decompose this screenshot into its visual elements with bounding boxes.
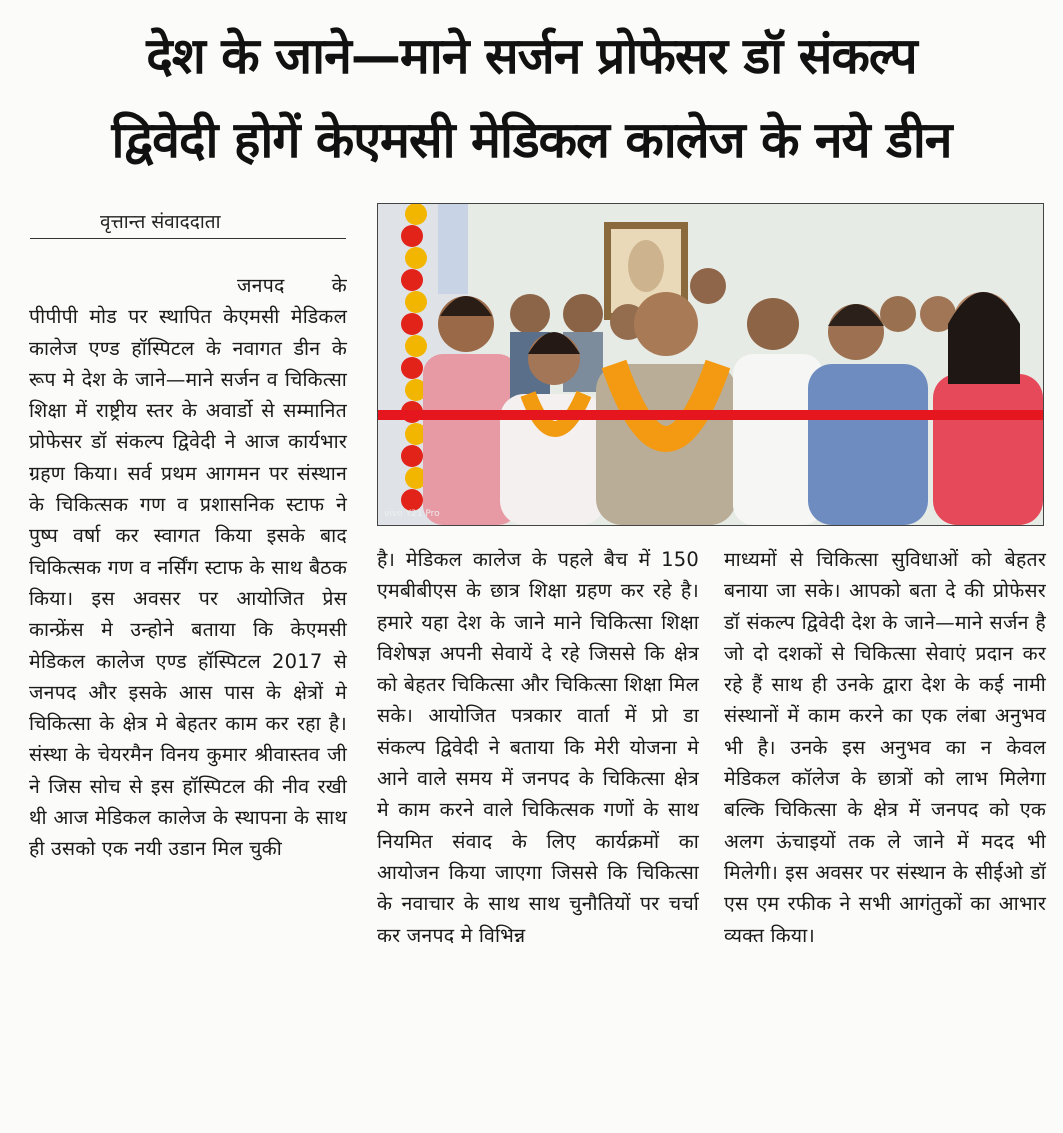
- headline-line-1: देश के जाने—माने सर्जन प्रोफेसर डॉ संकल्प: [146, 27, 917, 85]
- article-column-3-text: माध्यमों से चिकित्सा सुविधाओं को बेहतर बनाया जा सके। आपको बता दे की प्रोफेसर डॉ संकल्प द्विवेदी देश के जाने—माने सर्जन है जो दो दशकों से चिकित्सा सेवाएं प्रदान कर रहे हैं साथ ही उनके द्वारा देश के कई नामी संस्थानों में काम करने का एक लंबा अनुभव भी है। उनके इस अनुभव का न केवल मेडिकल कॉलेज के छात्रों को लाभ मिलेगा बल्कि चिकित्सा के क्षेत्र में जनपद को एक अलग ऊंचाइयों तक ले जाने में मदद भी मिलेगी। इस अवसर पर संस्थान के सीईओ डॉ एस एम रफीक ने सभी आगंतुकों का आभार व्यक्त किया।: [724, 548, 1046, 947]
- headline: [20, 14, 1043, 182]
- photo-watermark: vivo Y21 Pro: [384, 509, 440, 519]
- ribbon-cutting-photo: [378, 204, 1043, 525]
- byline: वृत्तान्त संवाददाता: [30, 207, 346, 239]
- article-column-2: [377, 544, 699, 951]
- article-column-3: [724, 544, 1046, 951]
- article-column-1: [29, 270, 347, 865]
- news-photo: [377, 203, 1044, 526]
- headline-line-2: द्विवेदी होगें केएमसी मेडिकल कालेज के नये डीन: [111, 111, 952, 169]
- article-column-2-text: है। मेडिकल कालेज के पहले बैच में 150 एमबीबीएस के छात्र शिक्षा ग्रहण कर रहे है। हमारे यहा देश के जाने माने चिकित्सा शिक्षा विशेषज्ञ अपनी सेवायें दे रहे जिससे कि क्षेत्र को बेहतर चिकित्सा और चिकित्सा शिक्षा मिल सके। आयोजित पत्रकार वार्ता में प्रो डा संकल्प द्विवेदी ने बताया कि मेरी योजना मे आने वाले समय में जनपद के चिकित्सा क्षेत्र मे काम करने वाले चिकित्सक गणों के साथ नियमित संवाद के लिए कार्यक्रमों का आयोजन किया जाएगा जिससे कि चिकित्सा के नवाचार के साथ साथ चुनौतियों पर चर्चा कर जनपद मे विभिन्न: [377, 548, 699, 947]
- article-column-1-text: जनपद के पीपीपी मोड पर स्थापित केएमसी मेडिकल कालेज एण्ड हॉस्पिटल के नवागत डीन के रूप मे देश के जाने—माने सर्जन व चिकित्सा शिक्षा में राष्ट्रीय स्तर के अवार्डो से सम्मानित प्रोफेसर डॉ संकल्प द्विवेदी ने आज कार्यभार ग्रहण किया। सर्व प्रथम आगमन पर संस्थान के चिकित्सक गण व प्रशासनिक स्टाफ ने पुष्प वर्षा कर स्वागत किया इसके बाद चिकित्सक गण व नर्सिंग स्टाफ के साथ बैठक किया। इस अवसर पर आयोजित प्रेस कान्फ्रेंस मे उन्होने बताया कि केएमसी मेडिकल कालेज एण्ड हॉस्पिटल 2017 से जनपद और इसके आस पास के क्षेत्रों मे चिकित्सा के क्षेत्र मे बेहतर काम कर रहा है। संस्था के चेयरमैन विनय कुमार श्रीवास्तव जी ने जिस सोच से इस हॉस्पिटल की नीव रखी थी आज मेडिकल कालेज के स्थापना के साथ ही उसको एक नयी उडान मिल चुकी: [29, 274, 347, 861]
